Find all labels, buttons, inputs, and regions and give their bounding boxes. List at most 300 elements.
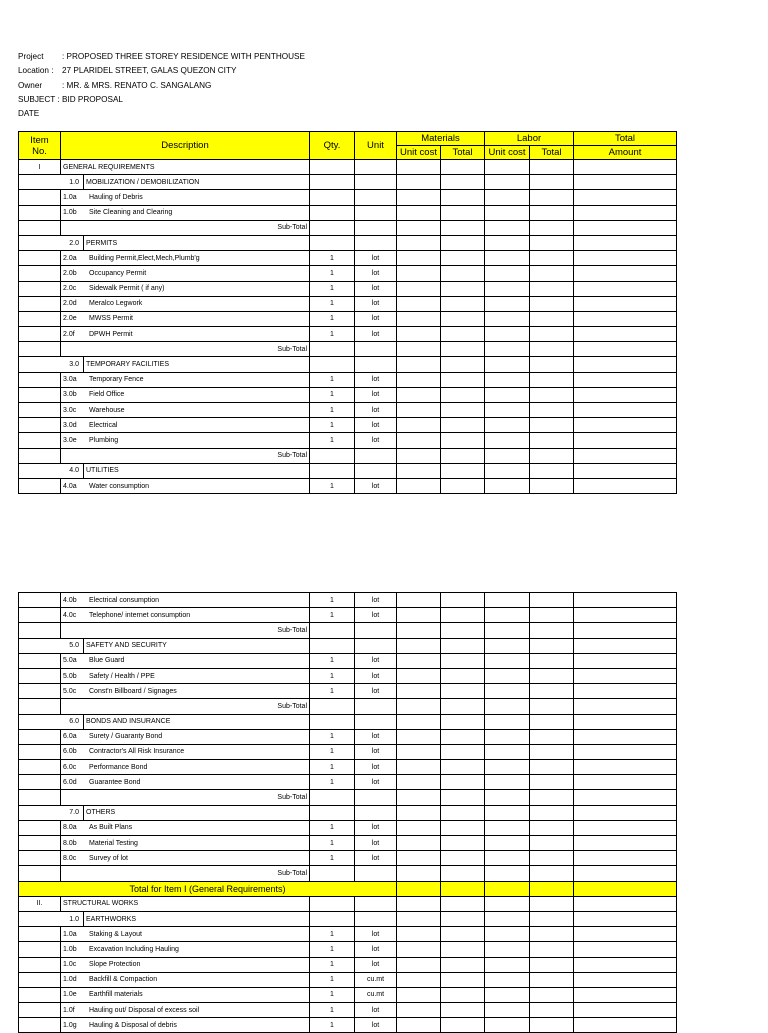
labor-total-cell bbox=[530, 251, 574, 266]
labor-unit-cost-cell bbox=[485, 623, 530, 638]
total-amount-cell bbox=[574, 987, 677, 1002]
line-item-code: 3.0c bbox=[63, 406, 77, 414]
materials-total-cell bbox=[441, 1003, 485, 1018]
description-cell bbox=[61, 836, 310, 851]
main-item-row bbox=[19, 160, 677, 175]
labor-unit-cost-cell bbox=[485, 342, 530, 357]
materials-unit-cost-cell bbox=[397, 448, 441, 463]
labor-unit-cost-cell bbox=[485, 684, 530, 699]
unit-cell: lot bbox=[355, 418, 397, 433]
materials-unit-cost-cell bbox=[397, 668, 441, 683]
materials-unit-cost-cell bbox=[397, 266, 441, 281]
unit-cell: lot bbox=[355, 820, 397, 835]
section-row bbox=[19, 463, 677, 478]
item-number-cell bbox=[19, 448, 61, 463]
line-item-row bbox=[19, 593, 677, 608]
qty-cell: 1 bbox=[310, 327, 355, 342]
total-amount-cell bbox=[574, 463, 677, 478]
unit-cell: lot bbox=[355, 433, 397, 448]
total-amount-cell bbox=[574, 775, 677, 790]
labor-total-cell bbox=[530, 896, 574, 911]
materials-total-cell bbox=[441, 699, 485, 714]
unit-cell: lot bbox=[355, 729, 397, 744]
labor-total-cell bbox=[530, 327, 574, 342]
labor-unit-cost-cell bbox=[485, 653, 530, 668]
qty-cell: 1 bbox=[310, 851, 355, 866]
unit-cell: cu.mt bbox=[355, 972, 397, 987]
line-item-code: 2.0f bbox=[63, 330, 75, 338]
labor-unit-cost-cell bbox=[485, 160, 530, 175]
materials-unit-cost-cell bbox=[397, 957, 441, 972]
line-item-row bbox=[19, 190, 677, 205]
line-item-row bbox=[19, 972, 677, 987]
line-item-row bbox=[19, 433, 677, 448]
line-item-row bbox=[19, 760, 677, 775]
labor-total-cell bbox=[530, 281, 574, 296]
qty-cell: 1 bbox=[310, 403, 355, 418]
materials-unit-cost-cell bbox=[397, 403, 441, 418]
materials-total-cell bbox=[441, 220, 485, 235]
subtotal-label: Sub-Total bbox=[61, 790, 310, 805]
subtotal-label: Sub-Total bbox=[61, 220, 310, 235]
description-cell bbox=[61, 684, 310, 699]
unit-cell: lot bbox=[355, 311, 397, 326]
total-amount-cell bbox=[574, 418, 677, 433]
labor-unit-cost-cell bbox=[485, 418, 530, 433]
line-item-code: 5.0c bbox=[63, 687, 77, 695]
labor-unit-cost-cell bbox=[485, 881, 530, 896]
materials-total-cell bbox=[441, 205, 485, 220]
labor-total-cell bbox=[530, 403, 574, 418]
labor-unit-cost-cell bbox=[485, 836, 530, 851]
line-item-row bbox=[19, 775, 677, 790]
labor-total-cell bbox=[530, 266, 574, 281]
unit-cell bbox=[355, 235, 397, 250]
subtotal-label: Sub-Total bbox=[61, 866, 310, 881]
qty-cell bbox=[310, 790, 355, 805]
labor-unit-cost-cell bbox=[485, 760, 530, 775]
materials-unit-cost-cell bbox=[397, 387, 441, 402]
materials-total-cell bbox=[441, 266, 485, 281]
subtotal-row bbox=[19, 623, 677, 638]
labor-unit-cost-cell bbox=[485, 433, 530, 448]
materials-unit-cost-cell bbox=[397, 714, 441, 729]
section-row bbox=[19, 714, 677, 729]
owner-line bbox=[18, 79, 305, 93]
qty-cell bbox=[310, 638, 355, 653]
owner-label: Owner bbox=[18, 80, 43, 90]
materials-header: Materials bbox=[397, 132, 485, 146]
total-amount-cell bbox=[574, 357, 677, 372]
labor-unit-cost-cell bbox=[485, 251, 530, 266]
labor-unit-cost-cell bbox=[485, 327, 530, 342]
item-number-cell bbox=[19, 699, 61, 714]
description-cell: GENERAL REQUIREMENTS bbox=[61, 160, 310, 175]
labor-unit-cost-cell bbox=[485, 403, 530, 418]
total-amount-cell bbox=[574, 478, 677, 493]
qty-cell: 1 bbox=[310, 281, 355, 296]
description-cell bbox=[61, 387, 310, 402]
labor-unit-cost-cell bbox=[485, 205, 530, 220]
qty-cell: 1 bbox=[310, 957, 355, 972]
materials-unit-cost-cell bbox=[397, 790, 441, 805]
labor-unit-cost-cell bbox=[485, 851, 530, 866]
materials-unit-cost-cell bbox=[397, 608, 441, 623]
qty-cell: 1 bbox=[310, 760, 355, 775]
unit-cell: lot bbox=[355, 653, 397, 668]
line-item-row bbox=[19, 311, 677, 326]
item-number-cell bbox=[19, 433, 61, 448]
section-code-cell: 5.0 bbox=[19, 638, 84, 653]
qty-cell: 1 bbox=[310, 593, 355, 608]
materials-unit-cost-cell bbox=[397, 433, 441, 448]
materials-total-cell bbox=[441, 684, 485, 699]
materials-unit-cost-cell bbox=[397, 478, 441, 493]
materials-total-cell bbox=[441, 729, 485, 744]
materials-unit-cost-cell bbox=[397, 160, 441, 175]
subtotal-row bbox=[19, 220, 677, 235]
total-amount-cell bbox=[574, 608, 677, 623]
item-number-cell bbox=[19, 1003, 61, 1018]
line-item-code: 1.0b bbox=[63, 209, 77, 217]
materials-unit-cost-header: Unit cost bbox=[397, 146, 441, 160]
description-cell bbox=[61, 403, 310, 418]
item-number-cell bbox=[19, 987, 61, 1002]
labor-unit-cost-cell bbox=[485, 744, 530, 759]
labor-unit-cost-cell bbox=[485, 638, 530, 653]
line-item-code: 6.0b bbox=[63, 748, 77, 756]
labor-total-cell bbox=[530, 463, 574, 478]
materials-total-cell bbox=[441, 463, 485, 478]
total-amount-cell bbox=[574, 699, 677, 714]
total-amount-cell bbox=[574, 266, 677, 281]
qty-cell: 1 bbox=[310, 296, 355, 311]
description-cell bbox=[61, 744, 310, 759]
qty-cell bbox=[310, 699, 355, 714]
line-item-description: Backfill & Compaction bbox=[89, 976, 158, 984]
line-item-row bbox=[19, 820, 677, 835]
total-amount-cell bbox=[574, 281, 677, 296]
line-item-code: 1.0e bbox=[63, 991, 77, 999]
materials-total-cell bbox=[441, 927, 485, 942]
unit-cell: lot bbox=[355, 668, 397, 683]
item-number-cell bbox=[19, 593, 61, 608]
labor-total-cell bbox=[530, 623, 574, 638]
materials-total-cell bbox=[441, 175, 485, 190]
line-item-description: Contractor's All Risk Insurance bbox=[89, 748, 185, 756]
description-cell bbox=[61, 1003, 310, 1018]
labor-unit-cost-header: Unit cost bbox=[485, 146, 530, 160]
item-number-cell bbox=[19, 418, 61, 433]
materials-total-cell bbox=[441, 760, 485, 775]
labor-unit-cost-cell bbox=[485, 805, 530, 820]
materials-total-cell bbox=[441, 881, 485, 896]
labor-unit-cost-cell bbox=[485, 972, 530, 987]
line-item-description: Electrical bbox=[89, 421, 118, 429]
description-cell bbox=[61, 266, 310, 281]
subject-label: SUBJECT : bbox=[18, 94, 60, 104]
labor-total-cell bbox=[530, 684, 574, 699]
materials-unit-cost-cell bbox=[397, 987, 441, 1002]
total-amount-cell bbox=[574, 744, 677, 759]
subject-line bbox=[18, 93, 305, 107]
item-number-cell bbox=[19, 957, 61, 972]
description-cell bbox=[61, 205, 310, 220]
total-amount-cell bbox=[574, 684, 677, 699]
project-label: Project bbox=[18, 52, 44, 61]
location-label: Location : bbox=[18, 66, 54, 76]
unit-cell bbox=[355, 866, 397, 881]
labor-total-cell bbox=[530, 448, 574, 463]
materials-total-cell bbox=[441, 235, 485, 250]
item-number-cell bbox=[19, 327, 61, 342]
unit-cell bbox=[355, 699, 397, 714]
total-amount-cell bbox=[574, 235, 677, 250]
labor-total-cell bbox=[530, 296, 574, 311]
table-body bbox=[19, 132, 677, 494]
section-total-row bbox=[19, 881, 677, 896]
unit-cell bbox=[355, 357, 397, 372]
qty-cell: 1 bbox=[310, 927, 355, 942]
line-item-description: Telephone/ internet consumption bbox=[89, 611, 191, 619]
qty-cell bbox=[310, 357, 355, 372]
description-cell bbox=[61, 820, 310, 835]
labor-total-cell bbox=[530, 478, 574, 493]
subtotal-label: Sub-Total bbox=[61, 623, 310, 638]
labor-unit-cost-cell bbox=[485, 357, 530, 372]
item-number-cell bbox=[19, 296, 61, 311]
line-item-description: Field Office bbox=[89, 391, 125, 399]
qty-cell bbox=[310, 235, 355, 250]
bill-of-quantities-table-page1 bbox=[18, 131, 677, 494]
unit-cell: lot bbox=[355, 266, 397, 281]
item-number-cell bbox=[19, 266, 61, 281]
total-amount-cell bbox=[574, 251, 677, 266]
total-amount-cell bbox=[574, 653, 677, 668]
labor-total-cell bbox=[530, 220, 574, 235]
materials-unit-cost-cell bbox=[397, 927, 441, 942]
item-number-cell bbox=[19, 623, 61, 638]
line-item-row bbox=[19, 1018, 677, 1033]
labor-unit-cost-cell bbox=[485, 714, 530, 729]
line-item-code: 4.0c bbox=[63, 611, 77, 619]
total-amount-cell bbox=[574, 714, 677, 729]
materials-total-cell bbox=[441, 593, 485, 608]
total-amount-cell bbox=[574, 957, 677, 972]
line-item-code: 8.0b bbox=[63, 839, 77, 847]
total-amount-cell bbox=[574, 881, 677, 896]
unit-cell: lot bbox=[355, 608, 397, 623]
labor-total-cell bbox=[530, 957, 574, 972]
materials-unit-cost-cell bbox=[397, 175, 441, 190]
subtotal-label: Sub-Total bbox=[61, 448, 310, 463]
materials-total-cell bbox=[441, 403, 485, 418]
line-item-row bbox=[19, 387, 677, 402]
line-item-code: 2.0d bbox=[63, 300, 77, 308]
line-item-code: 3.0d bbox=[63, 421, 77, 429]
total-amount-cell bbox=[574, 896, 677, 911]
materials-total-cell bbox=[441, 327, 485, 342]
line-item-code: 4.0b bbox=[63, 596, 77, 604]
total-amount-cell bbox=[574, 790, 677, 805]
line-item-description: Electrical consumption bbox=[89, 596, 160, 604]
materials-unit-cost-cell bbox=[397, 251, 441, 266]
description-cell bbox=[61, 972, 310, 987]
item-number-cell bbox=[19, 744, 61, 759]
qty-cell: 1 bbox=[310, 608, 355, 623]
line-item-description: MWSS Permit bbox=[89, 315, 133, 323]
description-cell bbox=[61, 418, 310, 433]
labor-unit-cost-cell bbox=[485, 593, 530, 608]
total-amount-cell bbox=[574, 1003, 677, 1018]
materials-unit-cost-cell bbox=[397, 638, 441, 653]
item-number-cell bbox=[19, 836, 61, 851]
line-item-description: Survey of lot bbox=[89, 854, 128, 862]
labor-unit-cost-cell bbox=[485, 820, 530, 835]
labor-unit-cost-cell bbox=[485, 190, 530, 205]
unit-cell: lot bbox=[355, 942, 397, 957]
line-item-row bbox=[19, 851, 677, 866]
materials-unit-cost-cell bbox=[397, 342, 441, 357]
labor-total-cell bbox=[530, 790, 574, 805]
description-cell bbox=[61, 251, 310, 266]
labor-total-cell bbox=[530, 972, 574, 987]
labor-unit-cost-cell bbox=[485, 1003, 530, 1018]
line-item-description: Water consumption bbox=[89, 482, 150, 490]
subtotal-label: Sub-Total bbox=[61, 699, 310, 714]
line-item-row bbox=[19, 729, 677, 744]
qty-cell: 1 bbox=[310, 478, 355, 493]
labor-total-cell bbox=[530, 387, 574, 402]
main-item-row bbox=[19, 896, 677, 911]
description-cell bbox=[61, 608, 310, 623]
total-amount-cell bbox=[574, 160, 677, 175]
materials-total-cell bbox=[441, 448, 485, 463]
unit-cell: lot bbox=[355, 1018, 397, 1033]
materials-total-cell bbox=[441, 638, 485, 653]
line-item-description: Excavation Including Hauling bbox=[89, 945, 179, 953]
labor-total-cell bbox=[530, 668, 574, 683]
line-item-description: Meralco Legwork bbox=[89, 300, 143, 308]
qty-cell: 1 bbox=[310, 729, 355, 744]
description-cell bbox=[61, 296, 310, 311]
description-cell bbox=[61, 653, 310, 668]
materials-total-cell bbox=[441, 775, 485, 790]
total-amount-cell bbox=[574, 403, 677, 418]
project-line bbox=[18, 50, 305, 64]
line-item-description: Staking & Layout bbox=[89, 930, 142, 938]
unit-cell bbox=[355, 896, 397, 911]
labor-total-cell bbox=[530, 311, 574, 326]
labor-total-cell bbox=[530, 881, 574, 896]
total-amount-cell bbox=[574, 668, 677, 683]
labor-total-cell bbox=[530, 927, 574, 942]
materials-unit-cost-cell bbox=[397, 866, 441, 881]
materials-total-cell bbox=[441, 281, 485, 296]
materials-unit-cost-cell bbox=[397, 357, 441, 372]
qty-cell bbox=[310, 866, 355, 881]
materials-unit-cost-cell bbox=[397, 729, 441, 744]
labor-unit-cost-cell bbox=[485, 266, 530, 281]
line-item-row bbox=[19, 251, 677, 266]
qty-cell bbox=[310, 190, 355, 205]
materials-total-cell bbox=[441, 866, 485, 881]
line-item-code: 3.0b bbox=[63, 391, 77, 399]
labor-total-cell bbox=[530, 760, 574, 775]
item-number-cell bbox=[19, 760, 61, 775]
item-number-cell bbox=[19, 775, 61, 790]
labor-total-cell bbox=[530, 372, 574, 387]
materials-total-cell bbox=[441, 372, 485, 387]
line-item-description: Earthfill materials bbox=[89, 991, 143, 999]
section-code-cell: 7.0 bbox=[19, 805, 84, 820]
item-number-cell: II. bbox=[19, 896, 61, 911]
description-cell: BONDS AND INSURANCE bbox=[84, 714, 310, 729]
materials-total-cell bbox=[441, 836, 485, 851]
total-amount-cell bbox=[574, 220, 677, 235]
description-cell bbox=[61, 668, 310, 683]
section-row bbox=[19, 638, 677, 653]
qty-cell: 1 bbox=[310, 972, 355, 987]
subject-value: BID PROPOSAL bbox=[62, 94, 123, 104]
qty-cell bbox=[310, 714, 355, 729]
materials-total-cell bbox=[441, 623, 485, 638]
item-number-cell bbox=[19, 311, 61, 326]
unit-cell: lot bbox=[355, 593, 397, 608]
materials-total-cell bbox=[441, 911, 485, 926]
line-item-description: Blue Guard bbox=[89, 657, 125, 665]
project-value: : PROPOSED THREE STOREY RESIDENCE WITH PENTHOUSE bbox=[62, 52, 305, 61]
total-amount-cell bbox=[574, 942, 677, 957]
materials-unit-cost-cell bbox=[397, 418, 441, 433]
labor-unit-cost-cell bbox=[485, 296, 530, 311]
qty-cell bbox=[310, 160, 355, 175]
line-item-description: Plumbing bbox=[89, 436, 119, 444]
materials-total-cell bbox=[441, 896, 485, 911]
labor-total-cell bbox=[530, 775, 574, 790]
qty-cell: 1 bbox=[310, 987, 355, 1002]
materials-total-cell bbox=[441, 357, 485, 372]
qty-header: Qty. bbox=[310, 132, 355, 160]
qty-cell bbox=[310, 342, 355, 357]
total-amount-cell bbox=[574, 327, 677, 342]
line-item-row bbox=[19, 205, 677, 220]
subtotal-row bbox=[19, 699, 677, 714]
item-number-cell bbox=[19, 220, 61, 235]
line-item-code: 1.0g bbox=[63, 1021, 77, 1029]
line-item-code: 2.0b bbox=[63, 269, 77, 277]
qty-cell: 1 bbox=[310, 942, 355, 957]
total-amount-cell bbox=[574, 729, 677, 744]
labor-unit-cost-cell bbox=[485, 987, 530, 1002]
item-number-cell bbox=[19, 972, 61, 987]
unit-cell: lot bbox=[355, 387, 397, 402]
line-item-description: Const'n Billboard / Signages bbox=[89, 687, 177, 695]
total-header: Total bbox=[574, 132, 677, 146]
qty-cell: 1 bbox=[310, 311, 355, 326]
description-cell bbox=[61, 433, 310, 448]
labor-total-cell bbox=[530, 1003, 574, 1018]
labor-unit-cost-cell bbox=[485, 311, 530, 326]
line-item-description: Performance Bond bbox=[89, 763, 148, 771]
labor-total-cell bbox=[530, 866, 574, 881]
labor-unit-cost-cell bbox=[485, 372, 530, 387]
qty-cell: 1 bbox=[310, 668, 355, 683]
labor-total-cell bbox=[530, 357, 574, 372]
labor-unit-cost-cell bbox=[485, 775, 530, 790]
item-number-cell bbox=[19, 684, 61, 699]
labor-total-cell bbox=[530, 820, 574, 835]
